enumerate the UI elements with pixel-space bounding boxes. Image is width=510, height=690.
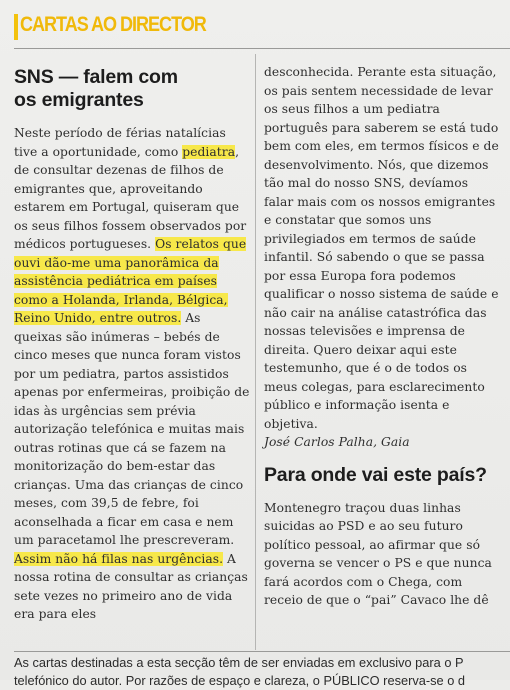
letter1-headline-line1: SNS — falem com: [14, 66, 178, 88]
section-accent-bar: [14, 14, 18, 40]
submission-notice-line1: As cartas destinadas a esta secção têm de ser enviadas em exclusivo para o P: [14, 655, 464, 670]
letter1-text-4-continued: desconhecida. Perante esta situação, os pais sentem necessidade de levar os seus filhos a um pediatra português para saberem se está tudo bem com eles, em termos físicos e de desenvolvimento. Nós, que dizemos tão mal do nosso SNS, devíamos falar mais com os nossos emigrantes e constatar que somos uns privilegiados em termos de saúde infantil. Só sabendo o que se passa por essa Europa fora podemos qualificar o nosso sistema de saúde e não cair na análise catastrófica das nossas televisões e imprensa de direita. Quero deixar aqui este testemunho, que é o de todos os meus colegas, para esclarecimento público e informação isenta e objetiva.: [264, 65, 499, 431]
letter1-body-continued: [264, 63, 500, 433]
section-header: [14, 14, 510, 42]
letter1-headline: [14, 66, 250, 112]
letter2-headline: Para onde vai este país?: [264, 463, 487, 486]
letter1-text-1: Neste período de férias natalícias tive a oportunidade, como: [14, 126, 226, 159]
letter1-text-4: A nossa rotina de consultar as crianças sete vezes no primeiro ano de vida era para eles: [14, 551, 248, 621]
highlight-relatos: Os relatos que ouvi dão-me uma panorâmica da assistência pediátrica em países como a Holanda, Irlanda, Bélgica, Reino Unido, entre outros.: [14, 237, 247, 325]
letter1-body-part1: [14, 124, 250, 624]
section-divider: [14, 48, 510, 49]
section-title: CARTAS AO DIRECTOR: [20, 13, 206, 36]
submission-notice: [14, 654, 510, 690]
letter1-headline-line2: os emigrantes: [14, 89, 144, 111]
letter2-body: Montenegro traçou duas linhas suicidas ao PSD e ao seu futuro político pessoal, ao afirmar que só governa se vencer o PS e que nunca fará acordos com o Chega, com receio de que o “pai” Cavaco lhe dê: [264, 500, 492, 607]
highlight-pediatra: pediatra: [182, 144, 236, 159]
left-column: [14, 62, 250, 624]
highlight-filas: Assim não há filas nas urgências.: [14, 551, 224, 566]
footer-divider: [14, 651, 510, 652]
letter1-text-2: , de consultar dezenas de filhos de emigrantes que, aproveitando estarem em Portugal, quiseram que os seus filhos fossem observados por médicos portugueses.: [14, 144, 247, 251]
right-column: [264, 63, 500, 610]
letter1-text-3: As queixas são inúmeras – bebés de cinco meses que nunca foram vistos por um pediatra, partos assistidos apenas por enfermeiras, proibição de idas às urgências sem prévia autorização telefónica e muitas mais outras rotinas que cá se fazem na monitorização do bem-estar das crianças. Uma das crianças de cinco meses, com 39,5 de febre, foi aconselhada a ficar em casa e nem um paracetamol lhe prescreveram.: [14, 311, 250, 547]
submission-notice-line2: telefónico do autor. Por razões de espaço e clareza, o PÚBLICO reserva-se o d: [14, 673, 465, 688]
column-divider: [255, 54, 256, 650]
letter1-signature: José Carlos Palha, Gaia: [264, 435, 410, 449]
